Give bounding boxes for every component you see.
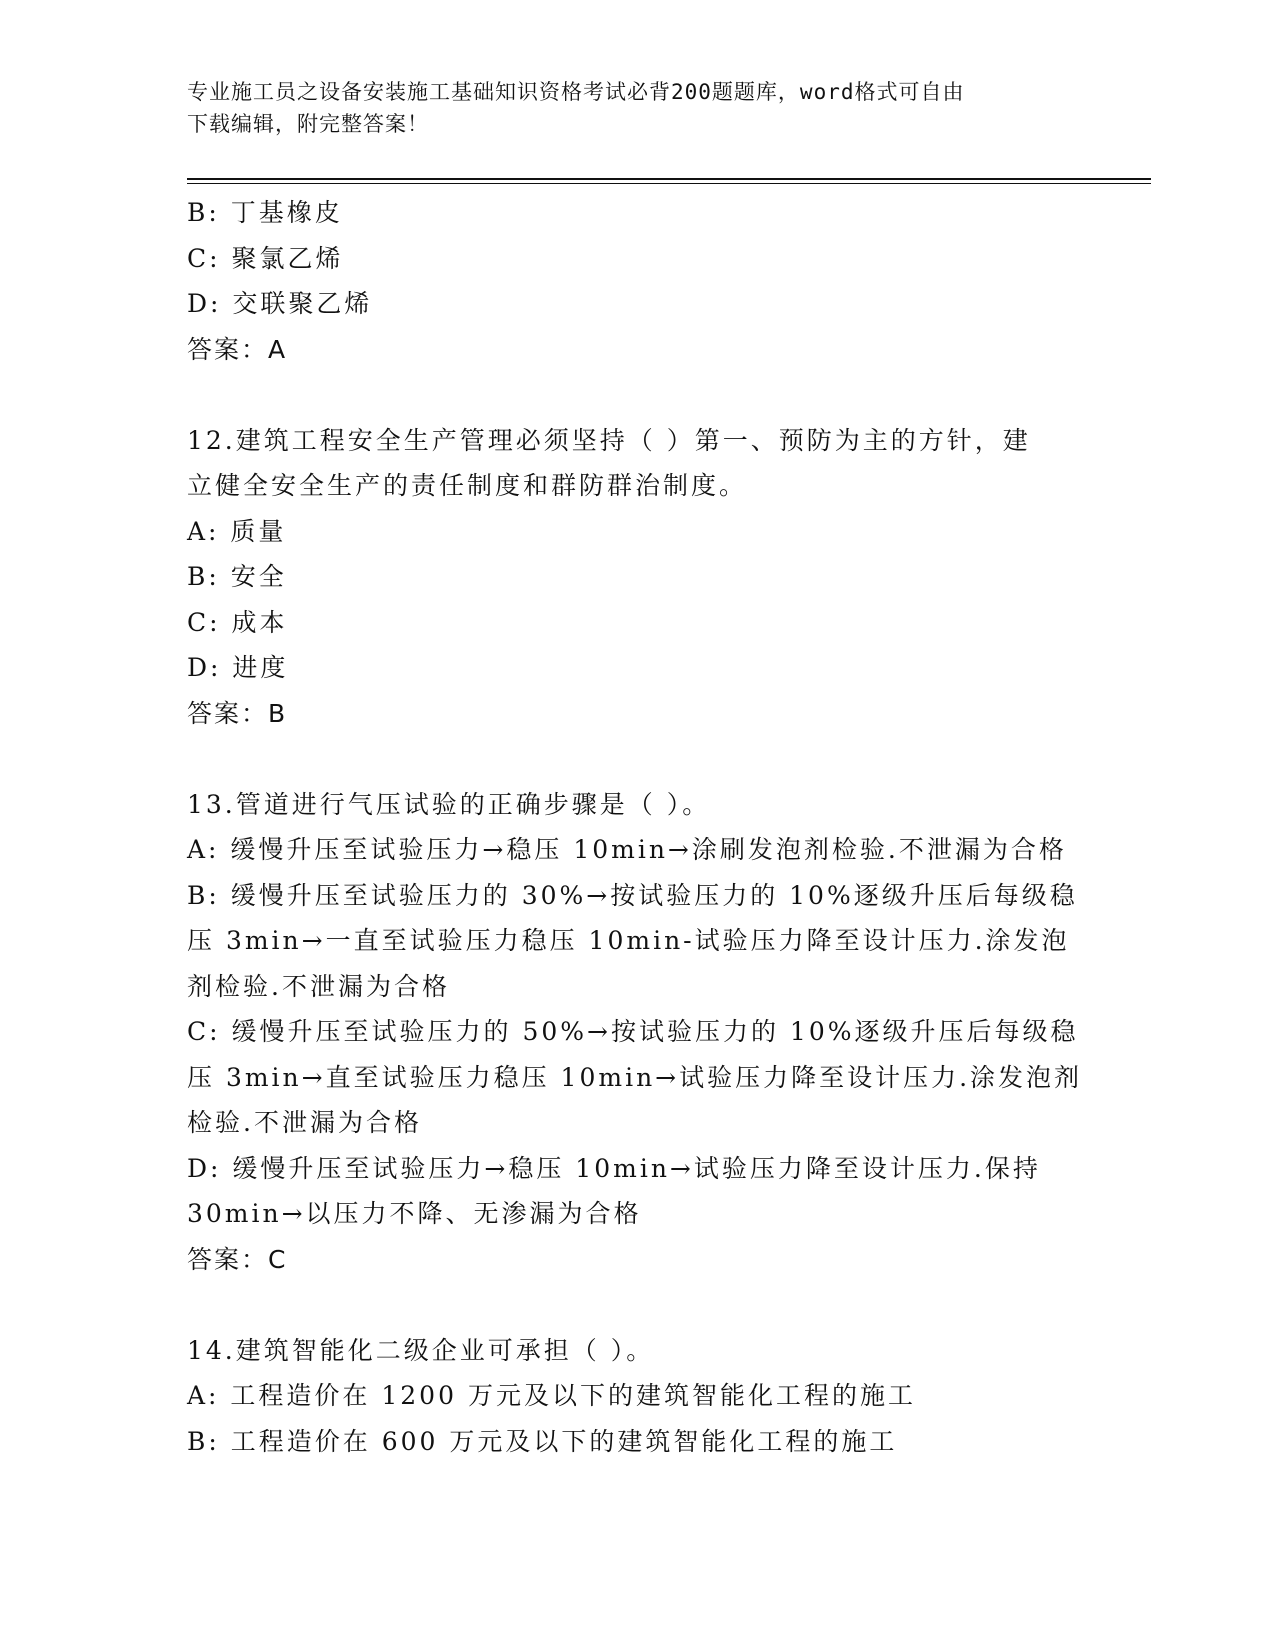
q11-option-b: B: 丁基橡皮 xyxy=(187,198,343,227)
q13-option-a: A: 缓慢升压至试验压力→稳压 10min→涂刷发泡剂检验.不泄漏为合格 xyxy=(187,835,1067,864)
q13-option-b-line-1: B: 缓慢升压至试验压力的 30%→按试验压力的 10%逐级升压后每级稳 xyxy=(187,880,1078,910)
q12-stem-line-2: 立健全安全生产的责任制度和群防群治制度。 xyxy=(187,471,748,500)
spacer xyxy=(187,372,1087,418)
q12-option-a: A: 质量 xyxy=(187,516,287,546)
q11-option-d: D: 交联聚乙烯 xyxy=(187,289,373,318)
header-rule-thick xyxy=(187,178,1151,180)
question-content xyxy=(187,190,1087,1464)
spacer xyxy=(187,736,1087,782)
question-14 xyxy=(187,1328,1087,1465)
q12-option-c: C: 成本 xyxy=(187,607,288,637)
page-header xyxy=(187,76,1067,140)
header-line-1: 专业施工员之设备安装施工基础知识资格考试必背200题题库，word格式可自由 xyxy=(187,80,965,104)
q13-option-b-line-2: 压 3min→一直至试验压力稳压 10min-试验压力降至设计压力.涂发泡 xyxy=(187,926,1070,955)
spacer xyxy=(187,1282,1087,1328)
q13-option-c-line-2: 压 3min→直至试验压力稳压 10min→试验压力降至设计压力.涂发泡剂 xyxy=(187,1062,1083,1092)
q12-option-d: D: 进度 xyxy=(187,653,289,682)
q12-option-b: B: 安全 xyxy=(187,562,287,591)
q12-answer: 答案：B xyxy=(187,698,288,728)
q13-option-b-line-3: 剂检验.不泄漏为合格 xyxy=(187,971,450,1001)
q11-answer: 答案：A xyxy=(187,334,288,364)
question-11 xyxy=(187,190,1087,372)
q12-stem-line-1: 12.建筑工程安全生产管理必须坚持（ ）第一、预防为主的方针，建 xyxy=(187,425,1031,455)
q13-option-c-line-3: 检验.不泄漏为合格 xyxy=(187,1108,422,1137)
question-12 xyxy=(187,418,1087,737)
header-rule-thin xyxy=(187,183,1151,184)
q13-option-d-line-1: D: 缓慢升压至试验压力→稳压 10min→试验压力降至设计压力.保持 xyxy=(187,1153,1041,1183)
question-13 xyxy=(187,782,1087,1283)
q11-option-c: C: 聚氯乙烯 xyxy=(187,243,344,273)
q13-stem: 13.管道进行气压试验的正确步骤是（ ）。 xyxy=(187,789,711,819)
header-line-2: 下载编辑，附完整答案！ xyxy=(187,112,429,136)
q13-option-c-line-1: C: 缓慢升压至试验压力的 50%→按试验压力的 10%逐级升压后每级稳 xyxy=(187,1017,1079,1046)
q14-stem: 14.建筑智能化二级企业可承担（ ）。 xyxy=(187,1335,655,1365)
q14-option-a: A: 工程造价在 1200 万元及以下的建筑智能化工程的施工 xyxy=(187,1381,916,1410)
q13-option-d-line-2: 30min→以压力不降、无渗漏为合格 xyxy=(187,1199,642,1228)
q13-answer: 答案：C xyxy=(187,1244,288,1274)
q14-option-b: B: 工程造价在 600 万元及以下的建筑智能化工程的施工 xyxy=(187,1426,898,1456)
